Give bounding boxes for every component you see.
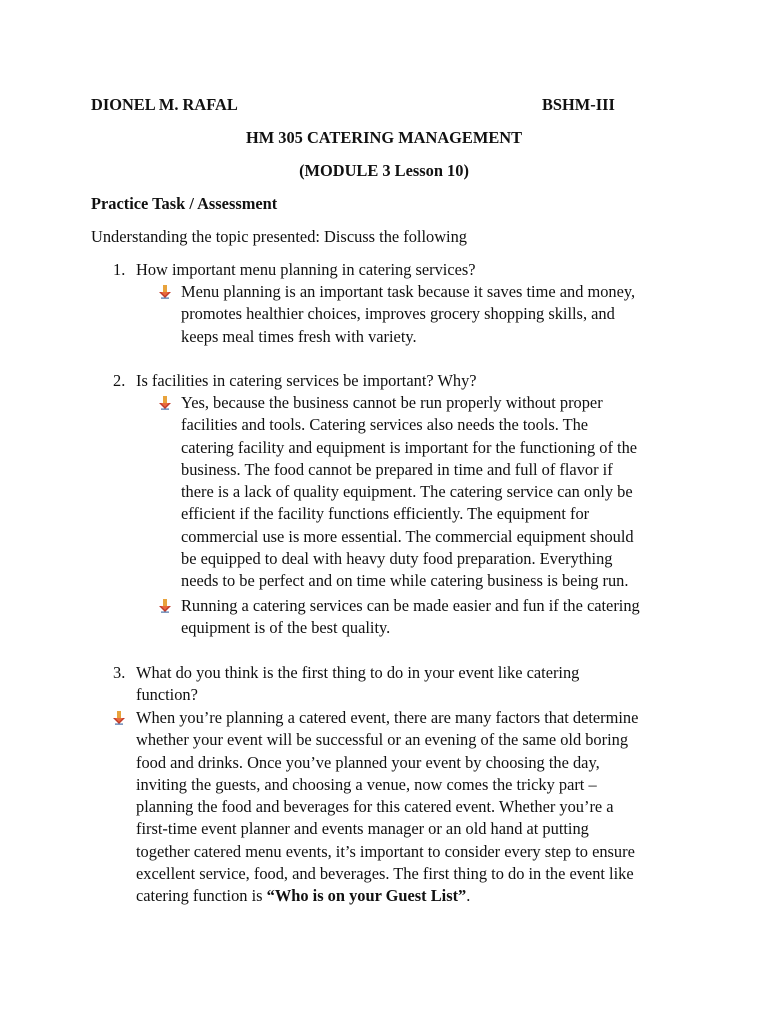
q1-answer: [181, 281, 635, 348]
answer-line: efficient if the facility functions efficiently. The equipment for: [181, 504, 590, 524]
answer-line: planning the food and beverages for this catered event. Whether you’re a: [136, 797, 614, 817]
answer-line: keeps meal times fresh with variety.: [181, 326, 417, 346]
answer-line: inviting the guests, and choosing a venue, now comes the tricky part –: [136, 774, 597, 794]
answer-line: first-time event planner and events manager or an old hand at putting: [136, 819, 589, 839]
answer-line: commercial use is more essential. The commercial equipment should: [181, 526, 634, 546]
answer-line: food and drinks. Once you’ve planned your event by choosing the day,: [136, 752, 600, 772]
course-title: HM 305 CATERING MANAGEMENT: [245, 128, 523, 147]
arrow-bullet-icon: [158, 599, 172, 613]
q3-question: [136, 662, 579, 707]
answer-line: excellent service, food, and beverages. The first thing to do in the event like: [136, 864, 634, 884]
intro-text: Understanding the topic presented: Discuss the following: [91, 227, 468, 246]
q3-number: 3.: [113, 663, 126, 682]
q2-answer-1: [181, 392, 637, 593]
answer-line: Menu planning is an important task because it saves time and money,: [181, 282, 636, 301]
answer-line: needs to be perfect and on time while catering business is being run.: [181, 571, 629, 591]
student-section: BSHM-III: [542, 95, 615, 114]
answer-line: there is a lack of quality equipment. The catering service can only be: [181, 482, 633, 502]
answer-text: catering function is: [136, 886, 267, 906]
answer-line: catering facility and equipment is important for the functioning of the: [181, 437, 638, 457]
task-title: Practice Task / Assessment: [91, 194, 278, 213]
q2-number: 2.: [113, 371, 126, 390]
arrow-bullet-icon: [112, 711, 126, 725]
answer-line: Yes, because the business cannot be run properly without proper: [181, 393, 603, 412]
question-line: What do you think is the first thing to do in your event like catering: [136, 663, 580, 682]
module-title: (MODULE 3 Lesson 10): [299, 161, 469, 180]
q1-number: 1.: [113, 260, 126, 279]
answer-line: business. The food cannot be prepared in time and full of flavor if: [181, 459, 613, 479]
q3-answer: [136, 707, 638, 908]
answer-line: together catered menu events, it’s important to consider every step to ensure: [136, 841, 635, 861]
answer-text: .: [466, 886, 471, 906]
answer-line: Running a catering services can be made easier and fun if the catering: [181, 596, 640, 615]
q2-question: Is facilities in catering services be important? Why?: [136, 371, 477, 390]
answer-line: be equipped to deal with heavy duty food preparation. Everything: [181, 549, 613, 569]
answer-last-line: [136, 885, 638, 907]
arrow-bullet-icon: [158, 396, 172, 410]
q1-question: How important menu planning in catering services?: [136, 260, 476, 279]
answer-line: When you’re planning a catered event, there are many factors that determine: [136, 708, 639, 727]
answer-line: promotes healthier choices, improves grocery shopping skills, and: [181, 304, 615, 324]
arrow-bullet-icon: [158, 285, 172, 299]
guest-list-emphasis: “Who is on your Guest List”: [266, 886, 467, 906]
answer-line: equipment is of the best quality.: [181, 618, 391, 638]
answer-line: whether your event will be successful or an evening of the same old boring: [136, 730, 629, 750]
q2-answer-2: [181, 595, 640, 640]
student-name: DIONEL M. RAFAL: [91, 95, 238, 114]
question-line: function?: [136, 685, 198, 705]
answer-line: facilities and tools. Catering services also needs the tools. The: [181, 415, 589, 435]
